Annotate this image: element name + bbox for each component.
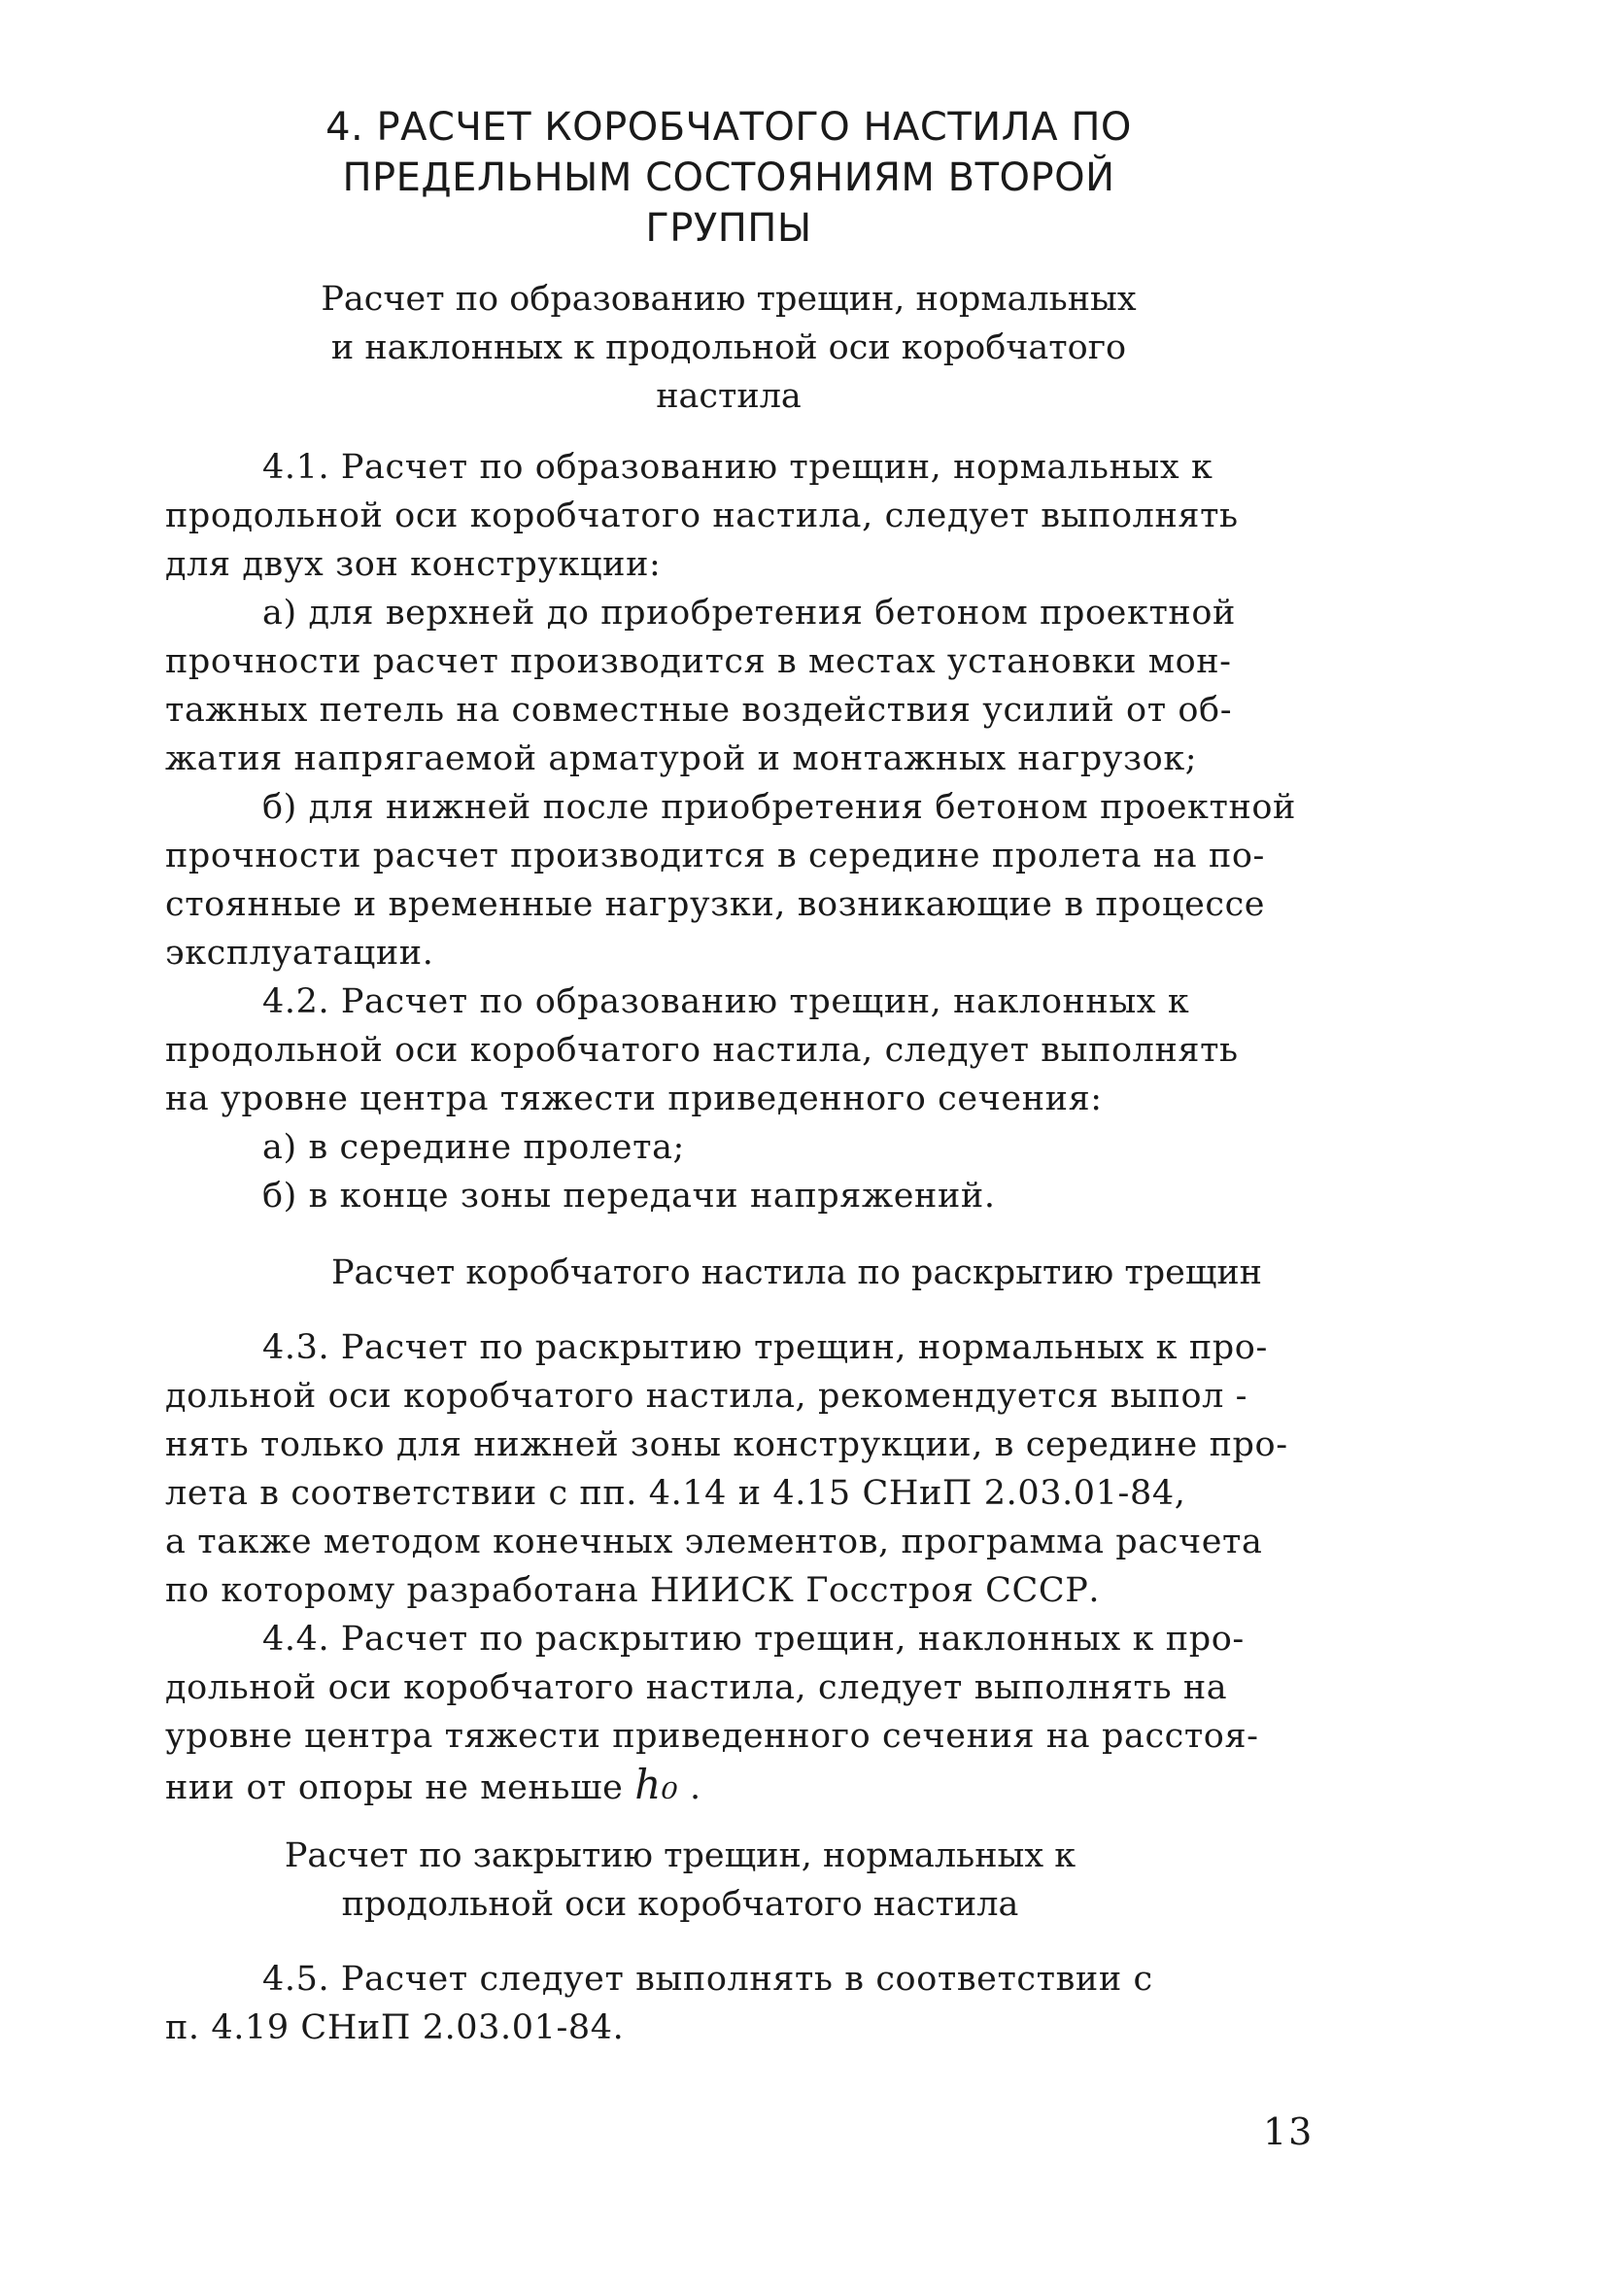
section-heading-cracks-closing xyxy=(194,1832,1166,1929)
paragraph-4-4-text: нии от опоры не меньше xyxy=(165,1768,635,1807)
section-body-opening xyxy=(165,1323,1428,1812)
page-number: 13 xyxy=(1263,2110,1315,2153)
paragraph-4-1-a-line: жатия напрягаемой арматурой и монтажных нагрузок; xyxy=(165,739,1198,778)
paragraph-4-1-b-line: прочности расчет производится в середине пролета на по- xyxy=(165,837,1265,875)
section-body-formation xyxy=(165,443,1428,1220)
section-body-closing xyxy=(165,1955,1428,2052)
paragraph-4-2-line: на уровне центра тяжести приведенного сечения: xyxy=(165,1079,1103,1118)
section-heading-cracks-opening xyxy=(165,1249,1428,1297)
paragraph-4-2-line: 4.2. Расчет по образованию трещин, наклонных к xyxy=(262,982,1190,1021)
paragraph-4-1-a-line: прочности расчет производится в местах установки мон- xyxy=(165,642,1232,681)
chapter-title-line: ПРЕДЕЛЬНЫМ СОСТОЯНИЯМ ВТОРОЙ xyxy=(342,155,1115,200)
paragraph-4-3-line: по которому разработана НИИСК Госстроя СССР. xyxy=(165,1571,1101,1610)
paragraph-4-5-line: 4.5. Расчет следует выполнять в соответствии с xyxy=(262,1960,1153,1999)
section-heading-line: Расчет коробчатого настила по раскрытию трещин xyxy=(330,1253,1263,1292)
paragraph-4-2-line: продольной оси коробчатого настила, следует выполнять xyxy=(165,1031,1239,1070)
section-heading-line: настила xyxy=(656,377,802,416)
chapter-title xyxy=(262,102,1195,254)
section-heading-cracks-formation xyxy=(262,275,1195,421)
paragraph-4-5-line: п. 4.19 СНиП 2.03.01-84. xyxy=(165,2008,625,2047)
paragraph-4-1-line: для двух зон конструкции: xyxy=(165,545,662,584)
paragraph-4-4-line: уровне центра тяжести приведенного сечения на расстоя- xyxy=(165,1717,1259,1756)
h0-symbol: h₀ xyxy=(634,1761,679,1808)
paragraph-4-2-line: б) в конце зоны передачи напряжений. xyxy=(262,1177,996,1216)
paragraph-4-3-line: а также методом конечных элементов, программа расчета xyxy=(165,1523,1263,1561)
paragraph-4-3-line: лета в соответствии с пп. 4.14 и 4.15 СНиП 2.03.01-84, xyxy=(165,1474,1186,1513)
paragraph-4-1-b-line: эксплуатации. xyxy=(165,934,434,973)
chapter-title-line: 4. РАСЧЕТ КОРОБЧАТОГО НАСТИЛА ПО xyxy=(325,105,1132,150)
paragraph-4-1-b-line: б) для нижней после приобретения бетоном проектной xyxy=(262,788,1296,827)
section-heading-line: продольной оси коробчатого настила xyxy=(341,1885,1019,1924)
paragraph-4-3-line: дольной оси коробчатого настила, рекомендуется выпол - xyxy=(165,1377,1248,1416)
paragraph-4-4-line: 4.4. Расчет по раскрытию трещин, наклонных к про- xyxy=(262,1620,1245,1659)
section-heading-line: Расчет по образованию трещин, нормальных xyxy=(321,280,1137,319)
paragraph-4-3-line: 4.3. Расчет по раскрытию трещин, нормальных к про- xyxy=(262,1328,1268,1367)
paragraph-4-1-line: 4.1. Расчет по образованию трещин, нормальных к xyxy=(262,448,1213,487)
section-heading-line: Расчет по закрытию трещин, нормальных к xyxy=(284,1836,1076,1875)
section-heading-line: и наклонных к продольной оси коробчатого xyxy=(330,328,1127,367)
paragraph-4-1-a-line: а) для верхней до приобретения бетоном проектной xyxy=(262,594,1236,633)
paragraph-4-3-line: нять только для нижней зоны конструкции, в середине про- xyxy=(165,1425,1288,1464)
paragraph-4-1-b-line: стоянные и временные нагрузки, возникающие в процессе xyxy=(165,885,1266,924)
paragraph-4-1-line: продольной оси коробчатого настила, следует выполнять xyxy=(165,497,1239,535)
chapter-title-line: ГРУППЫ xyxy=(645,206,812,251)
paragraph-4-4-end: . xyxy=(678,1768,701,1807)
paragraph-4-1-a-line: тажных петель на совместные воздействия усилий от об- xyxy=(165,691,1233,730)
paragraph-4-4-line xyxy=(165,1761,1428,1812)
paragraph-4-4-line: дольной оси коробчатого настила, следует выполнять на xyxy=(165,1668,1228,1707)
paragraph-4-2-line: а) в середине пролета; xyxy=(262,1128,685,1167)
